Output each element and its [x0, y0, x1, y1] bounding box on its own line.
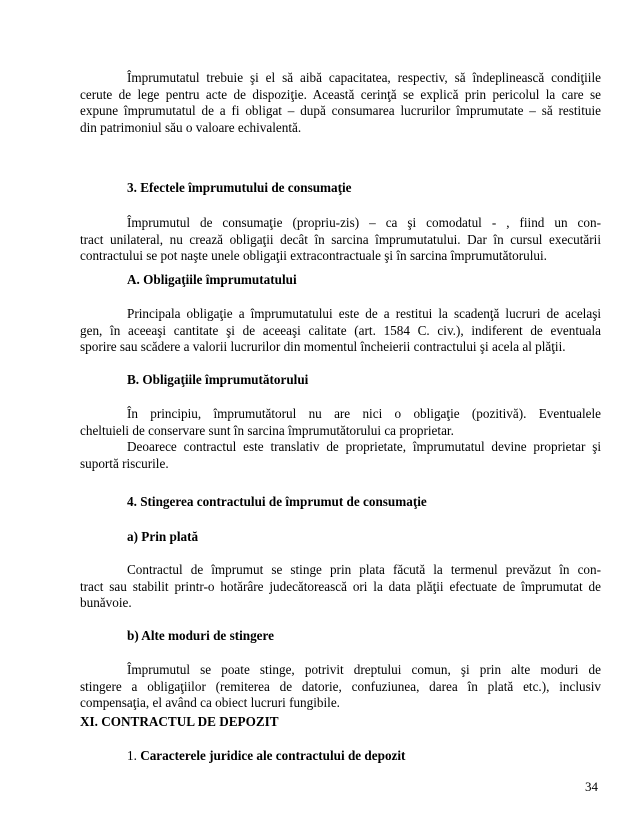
section-heading-3: 3. Efectele împrumutului de consumaţie [127, 180, 352, 195]
text-line: cerute de lege pentru acte de dispoziţie. Această cerinţă se explică prin pericolul la care se [80, 86, 601, 102]
text-line: cheltuieli de conservare sunt în sarcina împrumutătorului ca proprietar. [80, 422, 454, 438]
text-line: suportă riscurile. [80, 455, 169, 471]
text-line: tract unilateral, nu crează obligaţii decât în sarcina împrumutatului. Dar în cursul executării [80, 231, 601, 247]
chapter-heading-xi: XI. CONTRACTUL DE DEPOZIT [80, 714, 279, 729]
subsection-heading-a: A. Obligaţiile împrumutatului [127, 272, 297, 287]
section-heading-4: 4. Stingerea contractului de împrumut de consumaţie [127, 494, 427, 509]
subsection-heading-b: B. Obligaţiile împrumutătorului [127, 372, 309, 387]
text-line: compensaţia, el având ca obiect lucruri fungibile. [80, 695, 340, 711]
page-number: 34 [585, 779, 598, 794]
text-line: din patrimoniul său o valoare echivalentă. [80, 119, 302, 135]
paragraph-effects [80, 215, 601, 265]
text-line: Împrumutul se poate stinge, potrivit dreptului comun, şi prin alte moduri de [127, 662, 601, 677]
text-line: expune împrumutatul de a fi obligat – după consumarea lucrurilor împrumutate – să restituie [80, 103, 601, 119]
subsection-heading-payment: a) Prin plată [127, 529, 199, 544]
text-line: tract sau stabilit printr-o hotărâre judecătorească ori la data plăţii efectuate de împrumutat de [80, 578, 601, 594]
section-heading-1 [127, 748, 405, 765]
paragraph-other-modes [80, 662, 601, 712]
text-line: Împrumutul de consumaţie (propriu-zis) – ca şi comodatul - , fiind un con- [127, 215, 601, 230]
text-line: sporire sau scădere a valorii lucrurilor din momentul încheierii contractului şi acela al plăţii. [80, 339, 566, 355]
paragraph-payment [80, 562, 601, 612]
text-line: Contractul de împrumut se stinge prin plata făcută la termenul prevăzut în con- [127, 562, 601, 577]
text-line: Principala obligaţie a împrumutatului este de a restitui la scadenţă lucruri de acelaşi [127, 306, 601, 321]
text-line: stingere a obligaţiilor (remiterea de datorie, confuziunea, darea în plată etc.), inclusiv [80, 678, 601, 694]
paragraph-borrower-obligations [80, 306, 601, 356]
paragraph-lender-obligations [80, 406, 601, 472]
text-line: bunăvoie. [80, 595, 132, 611]
section-title: Caracterele juridice ale contractului de depozit [140, 748, 406, 763]
text-line: În principiu, împrumutătorul nu are nici o obligaţie (pozitivă). Eventualele [127, 406, 601, 421]
section-number: 1. [127, 748, 141, 763]
text-line: contractului se pot naşte unele obligaţii extracontractuale şi în sarcina împrumutătorului. [80, 248, 547, 264]
paragraph-borrower-capacity [80, 70, 601, 136]
text-line: gen, în aceeaşi cantitate şi de aceeaşi calitate (art. 1584 C. civ.), indiferent de eventuala [80, 322, 601, 338]
text-line: Împrumutatul trebuie şi el să aibă capacitatea, respectiv, să îndeplinească condiţiile [127, 70, 601, 85]
subsection-heading-other: b) Alte moduri de stingere [127, 628, 275, 643]
text-line: Deoarece contractul este translativ de proprietate, împrumutatul devine proprietar şi [127, 439, 601, 455]
